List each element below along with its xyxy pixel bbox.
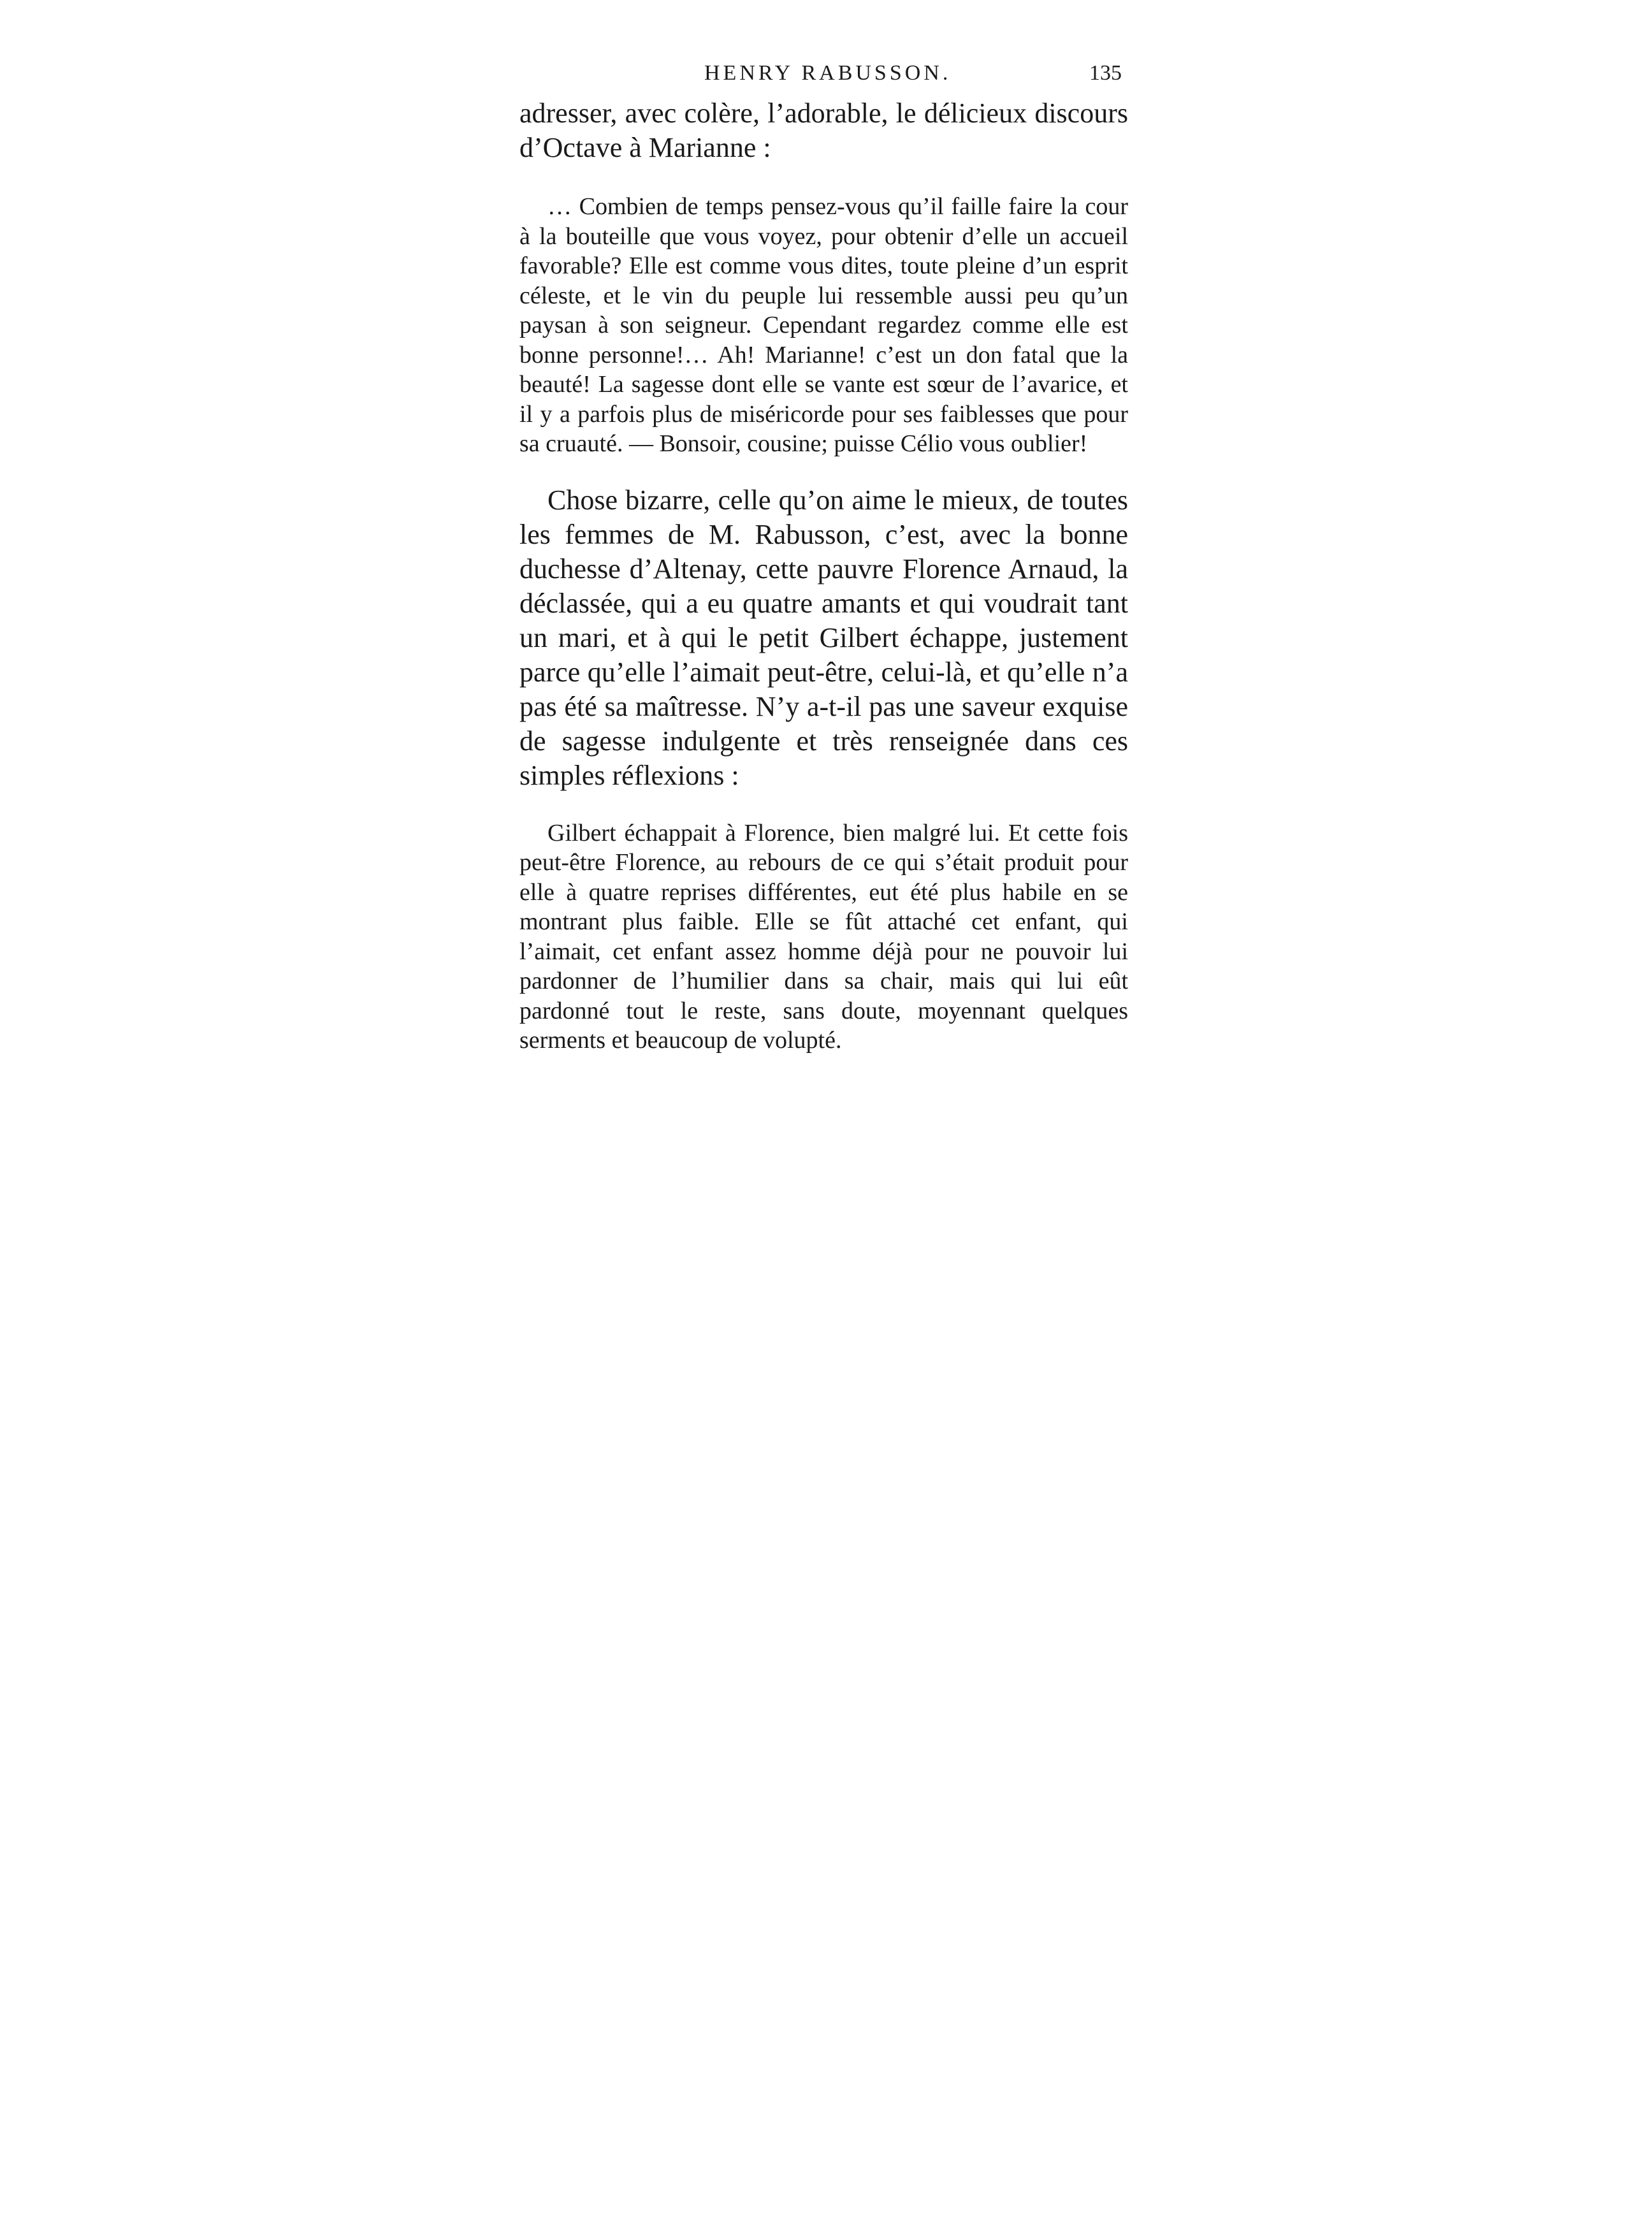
paragraph-florence: Chose bizarre, celle qu’on aime le mieux, de toutes les femmes de M. Rabusson, c’est, avec la bonne duchesse d’Altenay, cette pauvre Florence Arnaud, la déclassée, qui a eu quatre amants et qui voudrait tant un mari, et à qui le petit Gilbert échappe, justement parce qu’elle l’aimait peut-être, celui-là, et qu’elle n’a pas été sa maîtresse. N’y a-t-il pas une saveur exquise de sagesse indulgente et très renseignée dans ces simples réflexions : bbox=[519, 484, 1128, 791]
block-quote-musset: … Combien de temps pensez-vous qu’il faille faire la cour à la bouteille que vous voyez, pour obtenir d’elle un accueil favorable? Elle est comme vous dites, toute pleine d’un esprit céleste, et le vin du peuple lui ressemble aussi peu qu’un paysan à son seigneur. Cependant regardez comme elle est bonne personne!… Ah! Marianne! c’est un don fatal que la beauté! La sagesse dont elle se vante est sœur de l’avarice, et il y a parfois plus de miséricorde pour ses faiblesses que pour sa cruauté. — Bonsoir, cousine; puisse Célio vous oublier! bbox=[519, 193, 1128, 457]
text-column bbox=[519, 54, 1128, 1056]
page-number: 135 bbox=[1089, 61, 1122, 85]
paragraph-continuation: adresser, avec colère, l’adorable, le délicieux discours d’Octave à Marianne : bbox=[519, 98, 1128, 163]
block-quote-gilbert: Gilbert échappait à Florence, bien malgré lui. Et cette fois peut-être Florence, au rebours de ce qui s’était produit pour elle à quatre reprises différentes, eut été plus habile en se montrant plus faible. Elle se fût attaché cet enfant, qui l’aimait, cet enfant assez homme déjà pour ne pouvoir lui pardonner de l’humilier dans sa chair, mais qui lui eût pardonné tout le reste, sans doute, moyennant quelques serments et beaucoup de volupté. bbox=[519, 819, 1128, 1054]
running-title: HENRY RABUSSON. bbox=[704, 61, 952, 85]
page-header bbox=[519, 54, 1128, 92]
